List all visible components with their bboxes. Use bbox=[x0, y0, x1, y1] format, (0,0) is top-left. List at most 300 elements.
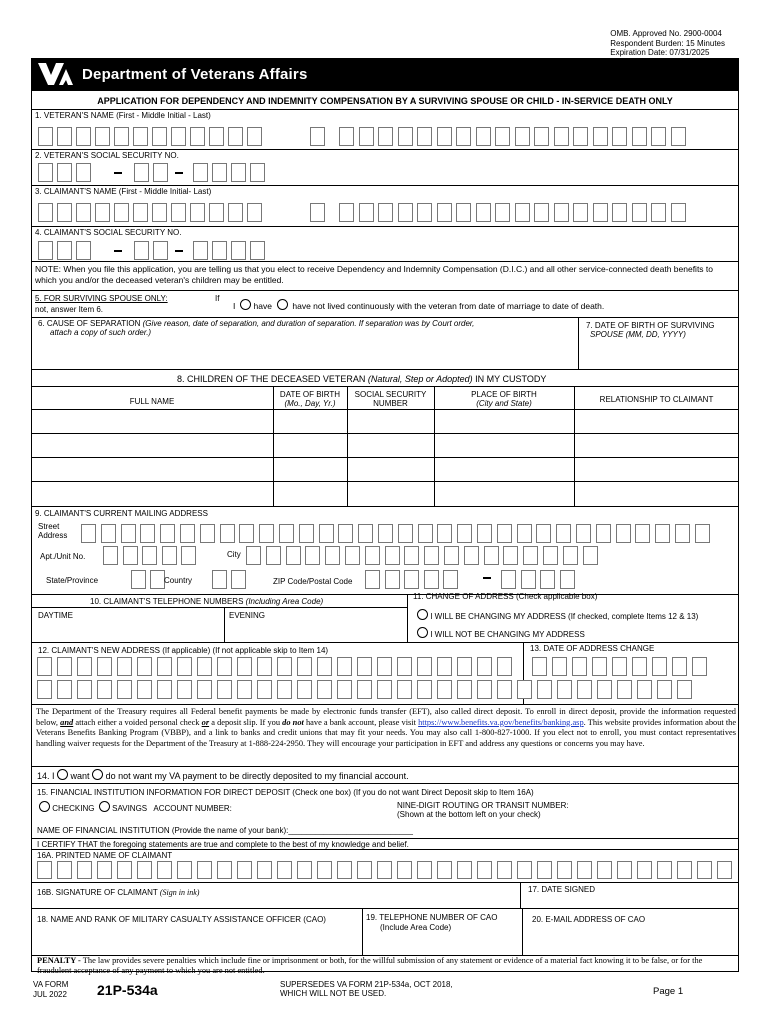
char-box[interactable] bbox=[632, 203, 647, 222]
daytime-label: DAYTIME bbox=[38, 611, 73, 620]
char-box[interactable] bbox=[456, 127, 471, 146]
char-box[interactable] bbox=[277, 861, 292, 879]
char-box[interactable] bbox=[695, 524, 710, 543]
char-box[interactable] bbox=[157, 861, 172, 879]
char-box[interactable] bbox=[556, 524, 571, 543]
department-name: Department of Veterans Affairs bbox=[82, 66, 308, 83]
char-box[interactable] bbox=[319, 524, 334, 543]
char-box[interactable] bbox=[337, 861, 352, 879]
want-label: want bbox=[70, 771, 90, 781]
char-box[interactable] bbox=[231, 163, 246, 182]
char-box[interactable] bbox=[557, 861, 572, 879]
treasury-text-2: attach either a voided personal check bbox=[75, 717, 200, 727]
char-box[interactable] bbox=[583, 546, 598, 565]
char-box[interactable] bbox=[398, 524, 413, 543]
char-box[interactable] bbox=[655, 524, 670, 543]
omb-info bbox=[610, 29, 725, 58]
char-box[interactable] bbox=[417, 657, 432, 676]
char-box[interactable] bbox=[212, 570, 227, 589]
char-box[interactable] bbox=[476, 203, 491, 222]
char-box[interactable] bbox=[237, 657, 252, 676]
char-box[interactable] bbox=[257, 861, 272, 879]
char-box[interactable] bbox=[404, 546, 419, 565]
char-box[interactable] bbox=[358, 524, 373, 543]
char-box[interactable] bbox=[464, 546, 479, 565]
treasury-or: or bbox=[201, 717, 210, 727]
char-box[interactable] bbox=[38, 127, 53, 146]
char-box[interactable] bbox=[637, 861, 652, 879]
char-box[interactable] bbox=[677, 861, 692, 879]
char-box[interactable] bbox=[38, 241, 53, 260]
char-box[interactable] bbox=[397, 861, 412, 879]
char-box[interactable] bbox=[103, 546, 118, 565]
char-box[interactable] bbox=[212, 241, 227, 260]
char-box[interactable] bbox=[190, 127, 205, 146]
char-box[interactable] bbox=[338, 524, 353, 543]
char-box[interactable] bbox=[231, 570, 246, 589]
char-box[interactable] bbox=[537, 861, 552, 879]
char-box[interactable] bbox=[572, 657, 587, 676]
char-box[interactable] bbox=[597, 680, 612, 699]
char-box[interactable] bbox=[38, 163, 53, 182]
item-5-rest: have not lived continuously with the veteran from date of marriage to date of death. bbox=[292, 301, 605, 311]
char-box[interactable] bbox=[457, 524, 472, 543]
char-box[interactable] bbox=[277, 680, 292, 699]
char-box[interactable] bbox=[517, 861, 532, 879]
char-box[interactable] bbox=[114, 127, 129, 146]
footer-date: JUL 2022 bbox=[33, 990, 67, 999]
char-box[interactable] bbox=[397, 680, 412, 699]
char-box[interactable] bbox=[237, 861, 252, 879]
char-box[interactable] bbox=[515, 127, 530, 146]
char-box[interactable] bbox=[228, 127, 243, 146]
char-box[interactable] bbox=[339, 127, 354, 146]
char-box[interactable] bbox=[484, 546, 499, 565]
char-box[interactable] bbox=[398, 203, 413, 222]
char-box[interactable] bbox=[359, 127, 374, 146]
char-box[interactable] bbox=[672, 657, 687, 676]
char-box[interactable] bbox=[190, 203, 205, 222]
char-box[interactable] bbox=[365, 546, 380, 565]
char-box[interactable] bbox=[477, 524, 492, 543]
banking-link[interactable]: https://www.benefits.va.gov/benefits/banking.asp bbox=[418, 717, 584, 727]
char-box[interactable] bbox=[37, 861, 52, 879]
char-box[interactable] bbox=[554, 203, 569, 222]
char-box[interactable] bbox=[404, 570, 419, 589]
char-box[interactable] bbox=[162, 546, 177, 565]
char-box[interactable] bbox=[117, 657, 132, 676]
char-box[interactable] bbox=[259, 524, 274, 543]
char-box[interactable] bbox=[266, 546, 281, 565]
char-box[interactable] bbox=[153, 241, 168, 260]
char-box[interactable] bbox=[495, 203, 510, 222]
char-box[interactable] bbox=[417, 203, 432, 222]
char-box[interactable] bbox=[97, 861, 112, 879]
char-box[interactable] bbox=[257, 680, 272, 699]
char-box[interactable] bbox=[424, 546, 439, 565]
char-box[interactable] bbox=[37, 680, 52, 699]
char-box[interactable] bbox=[310, 127, 325, 146]
char-box[interactable] bbox=[134, 163, 149, 182]
char-box[interactable] bbox=[160, 524, 175, 543]
routing-label: NINE-DIGIT ROUTING OR TRANSIT NUMBER: bbox=[397, 801, 569, 810]
char-box[interactable] bbox=[560, 570, 575, 589]
char-box[interactable] bbox=[593, 203, 608, 222]
char-box[interactable] bbox=[197, 657, 212, 676]
char-box[interactable] bbox=[671, 203, 686, 222]
char-box[interactable] bbox=[181, 546, 196, 565]
char-box[interactable] bbox=[212, 163, 227, 182]
item-13-label: 13. DATE OF ADDRESS CHANGE bbox=[530, 644, 655, 653]
char-box[interactable] bbox=[424, 570, 439, 589]
checking-radio[interactable] bbox=[39, 801, 50, 812]
char-box[interactable] bbox=[554, 127, 569, 146]
char-box[interactable] bbox=[177, 861, 192, 879]
char-box[interactable] bbox=[76, 203, 91, 222]
col-full-name: FULL NAME bbox=[129, 397, 175, 406]
char-box[interactable] bbox=[397, 657, 412, 676]
col-dob-hint: (Mo., Day, Yr.) bbox=[284, 399, 336, 408]
want-radio[interactable] bbox=[57, 769, 68, 780]
child-row-1[interactable] bbox=[31, 433, 739, 434]
char-box[interactable] bbox=[523, 546, 538, 565]
char-box[interactable] bbox=[200, 524, 215, 543]
char-box[interactable] bbox=[142, 546, 157, 565]
street-label: Street bbox=[38, 522, 60, 531]
char-box[interactable] bbox=[377, 657, 392, 676]
char-box[interactable] bbox=[81, 524, 96, 543]
have-label: have bbox=[253, 301, 272, 311]
char-box[interactable] bbox=[286, 546, 301, 565]
col-pob: PLACE OF BIRTH bbox=[471, 390, 537, 399]
char-box[interactable] bbox=[617, 861, 632, 879]
char-box[interactable] bbox=[133, 203, 148, 222]
char-box[interactable] bbox=[592, 657, 607, 676]
account-type bbox=[39, 801, 232, 813]
char-box[interactable] bbox=[57, 203, 72, 222]
item-10-hint: (Including Area Code) bbox=[245, 597, 324, 606]
char-box[interactable] bbox=[114, 203, 129, 222]
char-box[interactable] bbox=[417, 680, 432, 699]
char-box[interactable] bbox=[101, 524, 116, 543]
footer-va-form: VA FORM bbox=[33, 980, 69, 989]
char-box[interactable] bbox=[325, 546, 340, 565]
char-box[interactable] bbox=[437, 203, 452, 222]
char-box[interactable] bbox=[418, 524, 433, 543]
signature-field[interactable] bbox=[33, 898, 518, 908]
char-box[interactable] bbox=[677, 680, 692, 699]
char-box[interactable] bbox=[297, 680, 312, 699]
char-box[interactable] bbox=[497, 524, 512, 543]
char-box[interactable] bbox=[477, 657, 492, 676]
char-box[interactable] bbox=[532, 657, 547, 676]
char-box[interactable] bbox=[297, 861, 312, 879]
will-not-change-radio[interactable] bbox=[417, 627, 428, 638]
char-box[interactable] bbox=[577, 861, 592, 879]
char-box[interactable] bbox=[612, 203, 627, 222]
char-box[interactable] bbox=[77, 861, 92, 879]
char-box[interactable] bbox=[437, 861, 452, 879]
certify-text: I CERTIFY THAT the foregoing statements are true and complete to the best of my knowledge and belief. bbox=[37, 840, 409, 849]
char-box[interactable] bbox=[247, 203, 262, 222]
char-box[interactable] bbox=[76, 163, 91, 182]
do-not-want-radio[interactable] bbox=[92, 769, 103, 780]
char-box[interactable] bbox=[515, 203, 530, 222]
char-box[interactable] bbox=[157, 680, 172, 699]
char-box[interactable] bbox=[171, 203, 186, 222]
item-19-label: 19. TELEPHONE NUMBER OF CAO bbox=[366, 913, 498, 922]
char-box[interactable] bbox=[77, 657, 92, 676]
char-box[interactable] bbox=[534, 127, 549, 146]
char-box[interactable] bbox=[337, 657, 352, 676]
char-box[interactable] bbox=[357, 861, 372, 879]
char-box[interactable] bbox=[97, 680, 112, 699]
char-box[interactable] bbox=[217, 680, 232, 699]
char-box[interactable] bbox=[310, 203, 325, 222]
char-box[interactable] bbox=[137, 657, 152, 676]
item-6-title: 6. CAUSE OF SEPARATION bbox=[38, 319, 141, 328]
char-box[interactable] bbox=[177, 680, 192, 699]
char-box[interactable] bbox=[197, 680, 212, 699]
char-box[interactable] bbox=[377, 680, 392, 699]
char-box[interactable] bbox=[612, 657, 627, 676]
char-box[interactable] bbox=[675, 524, 690, 543]
char-box[interactable] bbox=[503, 546, 518, 565]
char-box[interactable] bbox=[209, 203, 224, 222]
char-box[interactable] bbox=[444, 546, 459, 565]
char-box[interactable] bbox=[563, 546, 578, 565]
item-6-hint: (Give reason, date of separation, and duration of separation. If separation was by Court order, bbox=[142, 319, 475, 328]
have-radio[interactable] bbox=[240, 299, 251, 310]
char-box[interactable] bbox=[457, 680, 472, 699]
char-box[interactable] bbox=[596, 524, 611, 543]
char-box[interactable] bbox=[437, 657, 452, 676]
char-box[interactable] bbox=[457, 861, 472, 879]
char-box[interactable] bbox=[517, 680, 532, 699]
char-box[interactable] bbox=[477, 861, 492, 879]
char-box[interactable] bbox=[231, 241, 246, 260]
char-box[interactable] bbox=[95, 203, 110, 222]
char-box[interactable] bbox=[131, 570, 146, 589]
char-box[interactable] bbox=[246, 546, 261, 565]
char-box[interactable] bbox=[345, 546, 360, 565]
char-box[interactable] bbox=[536, 524, 551, 543]
char-box[interactable] bbox=[517, 524, 532, 543]
dash-separator bbox=[483, 577, 491, 579]
char-box[interactable] bbox=[57, 657, 72, 676]
char-box[interactable] bbox=[317, 680, 332, 699]
item-14-i: 14. I bbox=[37, 771, 55, 781]
institution-name-label[interactable]: NAME OF FINANCIAL INSTITUTION (Provide the name of your bank):____________________________ bbox=[37, 826, 413, 835]
char-box[interactable] bbox=[153, 163, 168, 182]
char-box[interactable] bbox=[501, 570, 516, 589]
char-box[interactable] bbox=[193, 241, 208, 260]
child-row-4[interactable] bbox=[31, 506, 739, 507]
char-box[interactable] bbox=[385, 570, 400, 589]
char-box[interactable] bbox=[277, 657, 292, 676]
item-16b-hint: (Sign in ink) bbox=[159, 888, 200, 897]
char-box[interactable] bbox=[228, 203, 243, 222]
item-7-label: 7. DATE OF BIRTH OF SURVIVING bbox=[586, 321, 715, 330]
char-box[interactable] bbox=[140, 524, 155, 543]
char-box[interactable] bbox=[237, 680, 252, 699]
char-box[interactable] bbox=[456, 203, 471, 222]
char-box[interactable] bbox=[497, 861, 512, 879]
item-20-label: 20. E-MAIL ADDRESS OF CAO bbox=[532, 915, 646, 924]
char-box[interactable] bbox=[250, 241, 265, 260]
char-box[interactable] bbox=[123, 546, 138, 565]
char-box[interactable] bbox=[417, 127, 432, 146]
char-box[interactable] bbox=[443, 570, 458, 589]
char-box[interactable] bbox=[217, 861, 232, 879]
change-address-option[interactable] bbox=[417, 609, 698, 621]
char-box[interactable] bbox=[150, 570, 165, 589]
char-box[interactable] bbox=[378, 127, 393, 146]
char-box[interactable] bbox=[398, 127, 413, 146]
char-box[interactable] bbox=[651, 127, 666, 146]
char-box[interactable] bbox=[177, 657, 192, 676]
treasury-and: and bbox=[60, 717, 74, 727]
char-box[interactable] bbox=[476, 127, 491, 146]
char-box[interactable] bbox=[279, 524, 294, 543]
char-box[interactable] bbox=[573, 127, 588, 146]
char-box[interactable] bbox=[37, 657, 52, 676]
char-box[interactable] bbox=[377, 861, 392, 879]
char-box[interactable] bbox=[209, 127, 224, 146]
char-box[interactable] bbox=[385, 546, 400, 565]
char-box[interactable] bbox=[299, 524, 314, 543]
char-box[interactable] bbox=[495, 127, 510, 146]
char-box[interactable] bbox=[651, 203, 666, 222]
char-box[interactable] bbox=[133, 127, 148, 146]
child-row-3[interactable] bbox=[31, 481, 739, 482]
char-box[interactable] bbox=[305, 546, 320, 565]
char-box[interactable] bbox=[247, 127, 262, 146]
char-box[interactable] bbox=[217, 657, 232, 676]
item-16a-label: 16A. PRINTED NAME OF CLAIMANT bbox=[37, 851, 173, 860]
child-row-2[interactable] bbox=[31, 457, 739, 458]
evening-label: EVENING bbox=[229, 611, 266, 620]
char-box[interactable] bbox=[477, 680, 492, 699]
account-number-label: ACCOUNT NUMBER: bbox=[153, 804, 232, 813]
char-box[interactable] bbox=[197, 861, 212, 879]
char-box[interactable] bbox=[339, 203, 354, 222]
expiration-date: Expiration Date: 07/31/2025 bbox=[610, 48, 710, 57]
char-box[interactable] bbox=[57, 163, 72, 182]
char-box[interactable] bbox=[171, 127, 186, 146]
char-box[interactable] bbox=[497, 657, 512, 676]
char-box[interactable] bbox=[637, 680, 652, 699]
char-box[interactable] bbox=[57, 861, 72, 879]
char-box[interactable] bbox=[521, 570, 536, 589]
char-box[interactable] bbox=[573, 203, 588, 222]
char-box[interactable] bbox=[593, 127, 608, 146]
char-box[interactable] bbox=[437, 680, 452, 699]
char-box[interactable] bbox=[657, 680, 672, 699]
char-box[interactable] bbox=[378, 203, 393, 222]
char-box[interactable] bbox=[57, 127, 72, 146]
char-box[interactable] bbox=[152, 203, 167, 222]
char-box[interactable] bbox=[76, 241, 91, 260]
char-box[interactable] bbox=[497, 680, 512, 699]
savings-radio[interactable] bbox=[99, 801, 110, 812]
char-box[interactable] bbox=[239, 524, 254, 543]
char-box[interactable] bbox=[157, 657, 172, 676]
char-box[interactable] bbox=[77, 680, 92, 699]
char-box[interactable] bbox=[576, 524, 591, 543]
char-box[interactable] bbox=[597, 861, 612, 879]
char-box[interactable] bbox=[632, 657, 647, 676]
char-box[interactable] bbox=[180, 524, 195, 543]
char-box[interactable] bbox=[57, 680, 72, 699]
char-box[interactable] bbox=[543, 546, 558, 565]
char-box[interactable] bbox=[57, 241, 72, 260]
char-box[interactable] bbox=[617, 680, 632, 699]
char-box[interactable] bbox=[457, 657, 472, 676]
char-box[interactable] bbox=[652, 657, 667, 676]
char-box[interactable] bbox=[257, 657, 272, 676]
char-box[interactable] bbox=[612, 127, 627, 146]
char-box[interactable] bbox=[671, 127, 686, 146]
char-box[interactable] bbox=[297, 657, 312, 676]
char-box[interactable] bbox=[577, 680, 592, 699]
char-box[interactable] bbox=[417, 861, 432, 879]
char-box[interactable] bbox=[317, 657, 332, 676]
char-box[interactable] bbox=[437, 524, 452, 543]
char-box[interactable] bbox=[537, 680, 552, 699]
char-box[interactable] bbox=[357, 680, 372, 699]
no-change-option[interactable] bbox=[417, 627, 585, 639]
char-box[interactable] bbox=[117, 680, 132, 699]
char-box[interactable] bbox=[95, 127, 110, 146]
have-not-radio[interactable] bbox=[277, 299, 288, 310]
will-not-change-label: I WILL NOT BE CHANGING MY ADDRESS bbox=[430, 630, 585, 639]
char-box[interactable] bbox=[365, 570, 380, 589]
char-box[interactable] bbox=[540, 570, 555, 589]
char-box[interactable] bbox=[697, 861, 712, 879]
char-box[interactable] bbox=[357, 657, 372, 676]
char-box[interactable] bbox=[657, 861, 672, 879]
char-box[interactable] bbox=[137, 861, 152, 879]
char-box[interactable] bbox=[121, 524, 136, 543]
char-box[interactable] bbox=[337, 680, 352, 699]
col-ssn2: NUMBER bbox=[373, 399, 408, 408]
char-box[interactable] bbox=[117, 861, 132, 879]
char-box[interactable] bbox=[717, 861, 732, 879]
char-box[interactable] bbox=[220, 524, 235, 543]
char-box[interactable] bbox=[635, 524, 650, 543]
char-box[interactable] bbox=[534, 203, 549, 222]
char-box[interactable] bbox=[97, 657, 112, 676]
char-box[interactable] bbox=[193, 163, 208, 182]
will-change-radio[interactable] bbox=[417, 609, 428, 620]
char-box[interactable] bbox=[38, 203, 53, 222]
char-box[interactable] bbox=[616, 524, 631, 543]
char-box[interactable] bbox=[359, 203, 374, 222]
char-box[interactable] bbox=[378, 524, 393, 543]
char-box[interactable] bbox=[76, 127, 91, 146]
char-box[interactable] bbox=[317, 861, 332, 879]
char-box[interactable] bbox=[250, 163, 265, 182]
char-box[interactable] bbox=[137, 680, 152, 699]
char-box[interactable] bbox=[552, 657, 567, 676]
char-box[interactable] bbox=[134, 241, 149, 260]
char-box[interactable] bbox=[632, 127, 647, 146]
char-box[interactable] bbox=[692, 657, 707, 676]
char-box[interactable] bbox=[152, 127, 167, 146]
char-box[interactable] bbox=[557, 680, 572, 699]
char-box[interactable] bbox=[437, 127, 452, 146]
